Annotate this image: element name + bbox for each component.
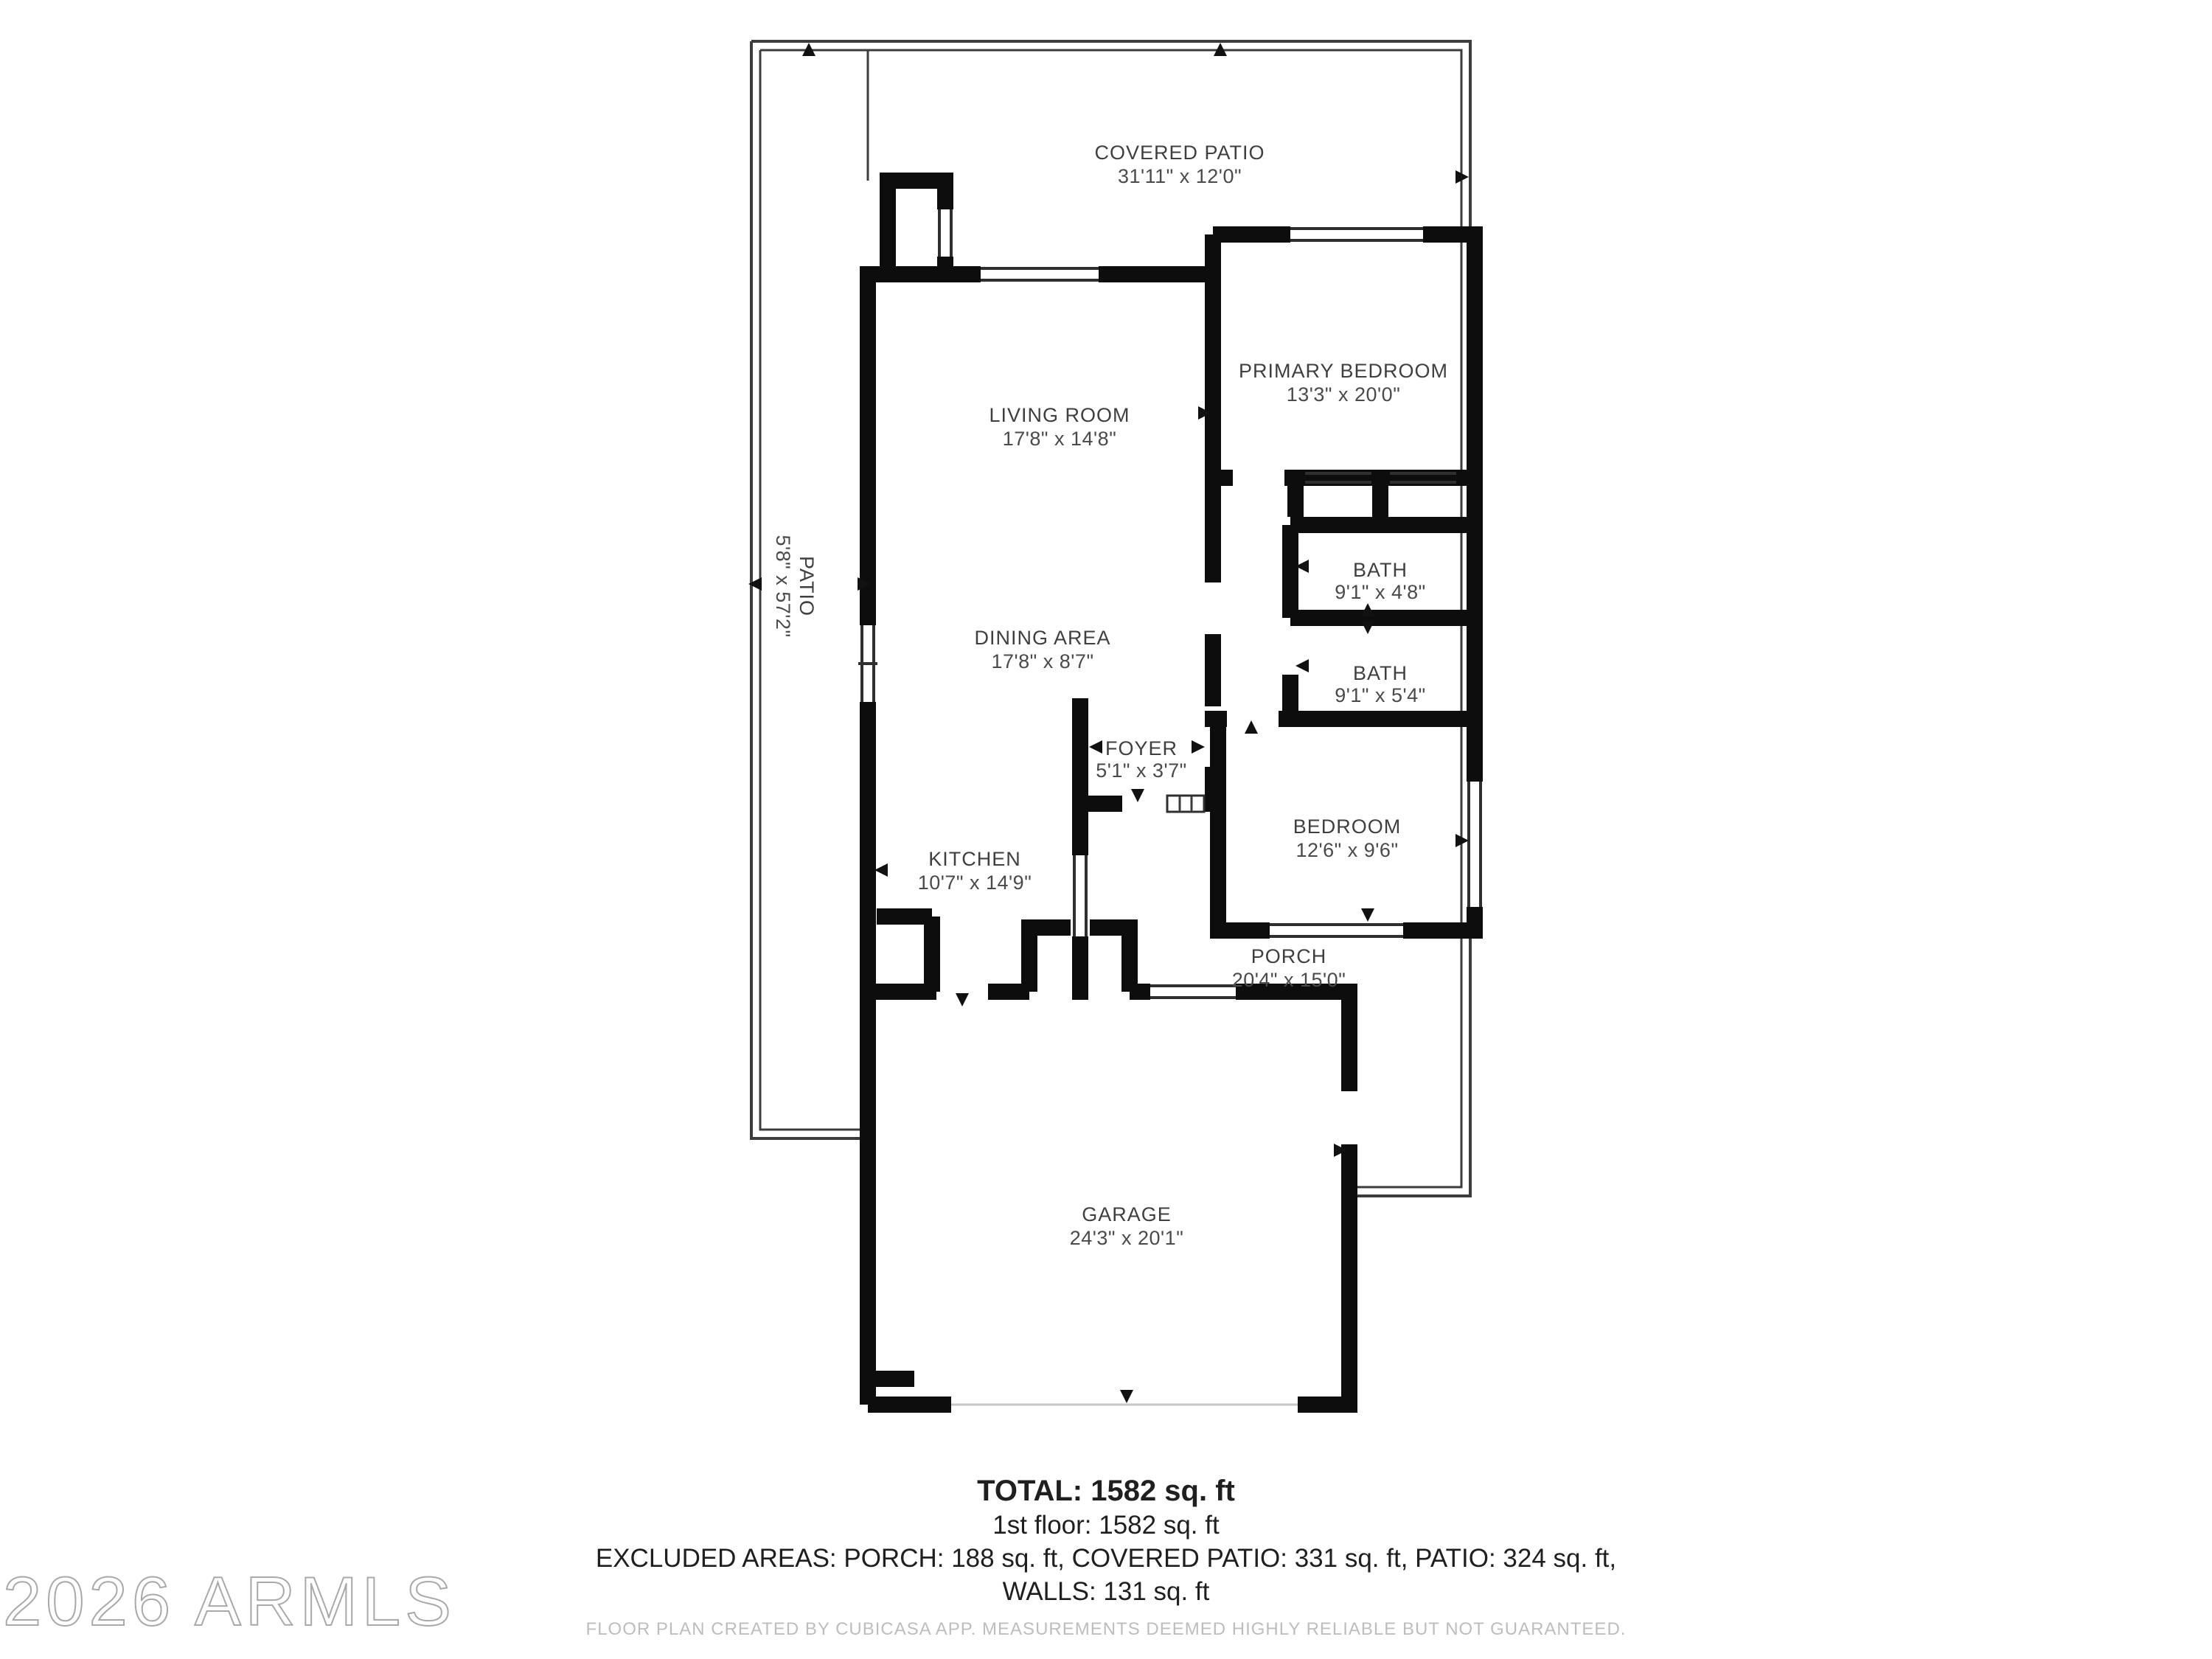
room-dims: 17'8" x 14'8" [1002,428,1117,450]
room-label-bath-1 [1335,559,1426,603]
walls-area: WALLS: 131 sq. ft [1002,1577,1210,1606]
first-floor-area: 1st floor: 1582 sq. ft [992,1511,1220,1540]
room-dims: 10'7" x 14'9" [917,872,1032,894]
room-name: BEDROOM [1293,815,1402,838]
room-name: COVERED PATIO [1094,142,1265,164]
room-dims: 31'11" x 12'0" [1117,165,1242,187]
room-dims: 24'3" x 20'1" [1069,1227,1184,1249]
room-label-bedroom [1293,815,1402,861]
room-dims: 5'1" x 3'7" [1096,759,1187,782]
room-dims: 5'8" x 57'2" [772,535,794,638]
room-name: LIVING ROOM [989,404,1130,426]
room-dims: 9'1" x 4'8" [1335,581,1426,603]
room-name: BATH [1352,559,1408,581]
room-name: PRIMARY BEDROOM [1238,360,1449,382]
room-dims: 20'4" x 15'0" [1231,969,1346,991]
total-area: TOTAL: 1582 sq. ft [977,1475,1235,1507]
room-label-covered-patio [1094,142,1265,187]
room-name: BATH [1352,662,1408,684]
room-label-bath-2 [1335,662,1426,706]
room-dims: 9'1" x 5'4" [1335,684,1426,706]
room-dims: 13'3" x 20'0" [1286,383,1401,406]
room-label-garage [1070,1203,1184,1249]
room-label-kitchen [918,848,1032,894]
room-label-foyer [1096,737,1187,782]
room-name: FOYER [1105,737,1178,759]
excluded-areas: EXCLUDED AREAS: PORCH: 188 sq. ft, COVERED PATIO: 331 sq. ft, PATIO: 324 sq. ft, [595,1544,1617,1573]
disclaimer-text: FLOOR PLAN CREATED BY CUBICASA APP. MEASUREMENTS DEEMED HIGHLY RELIABLE BUT NOT GUARANTEED. [585,1619,1627,1639]
armls-watermark: 2026 ARMLS [3,1562,456,1640]
room-label-patio [772,535,818,637]
room-name: GARAGE [1082,1203,1172,1225]
room-label-porch [1232,945,1346,991]
front-door-symbol [1167,796,1204,812]
room-dims: 17'8" x 8'7" [991,650,1094,672]
room-name: DINING AREA [974,627,1111,649]
room-dims: 12'6" x 9'6" [1295,839,1399,861]
room-label-primary-bedroom [1239,360,1448,406]
room-label-living-room [989,404,1130,450]
room-name: PORCH [1251,945,1327,967]
room-name: KITCHEN [928,848,1021,870]
room-label-dining-area [974,627,1110,672]
room-name: PATIO [796,555,818,617]
